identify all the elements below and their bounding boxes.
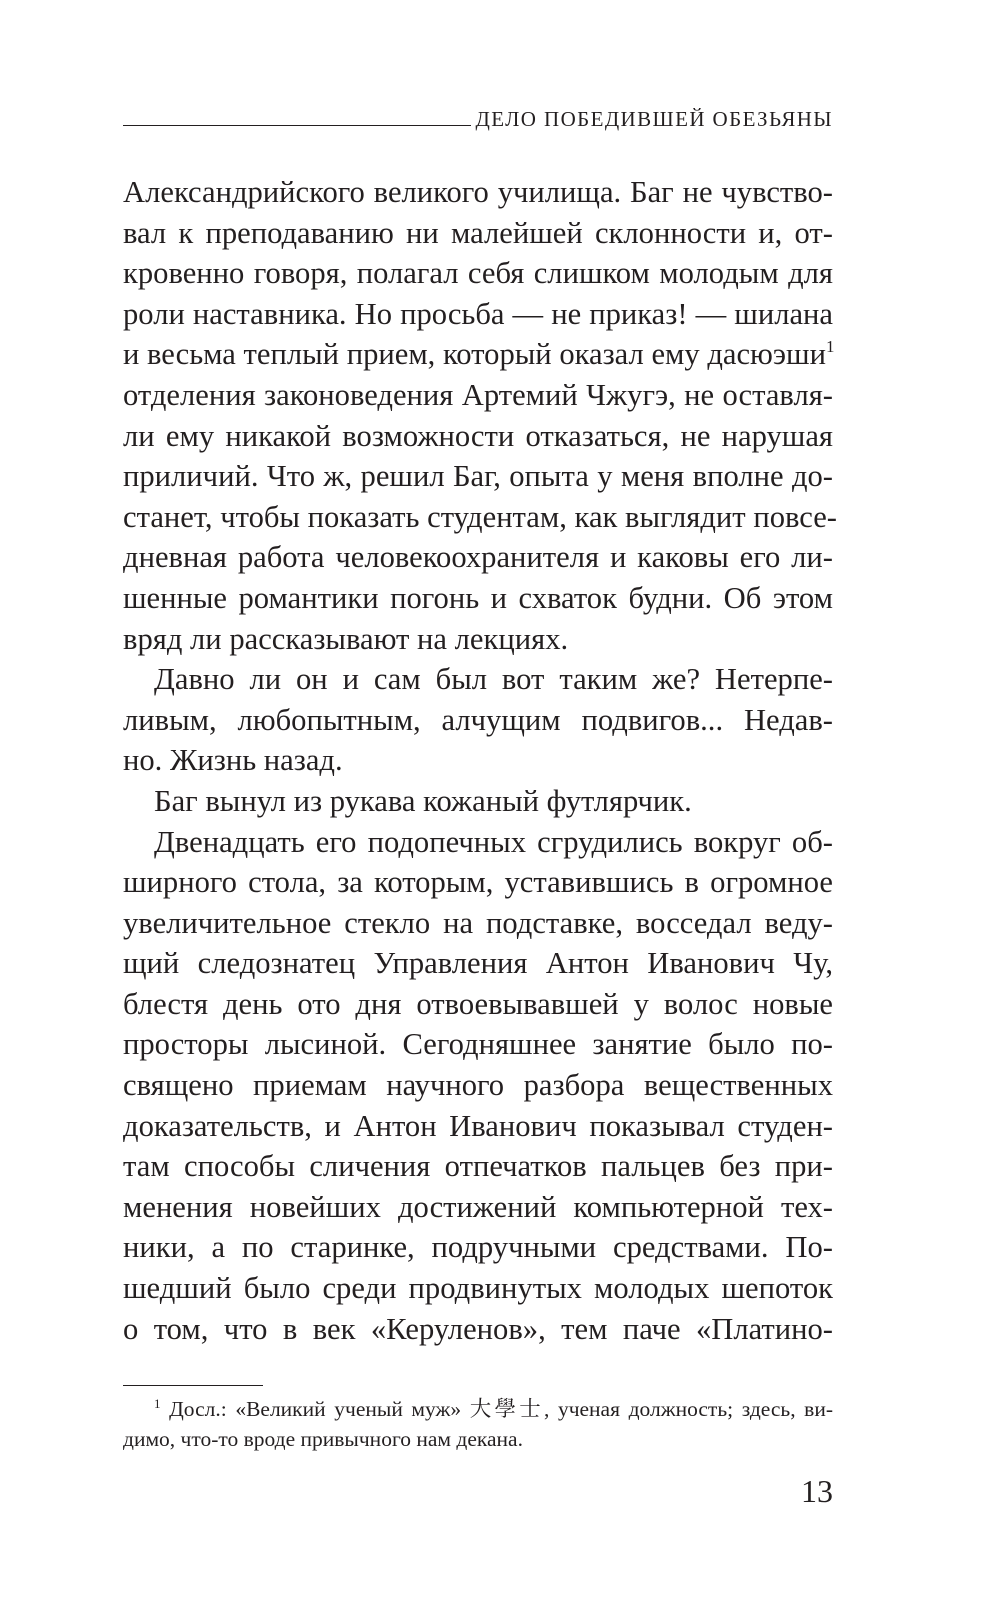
footnote-line	[123, 1394, 833, 1424]
footnote-rule	[123, 1385, 263, 1386]
running-head: ДЕЛО ПОБЕДИВШЕЙ ОБЕЗЬЯНЫ	[475, 107, 833, 131]
text-line: приличий. Что ж, решил Баг, опыта у меня вполне до-	[123, 459, 833, 494]
footnote-number: 1	[154, 1396, 161, 1411]
text-line: просторы лысиной. Сегодняшнее занятие было по-	[123, 1027, 833, 1062]
text-line: но. Жизнь назад.	[123, 743, 343, 778]
text-line: Баг вынул из рукава кожаный футлярчик.	[154, 783, 692, 818]
text-line: шенные романтики погонь и схваток будни. Об этом	[123, 580, 833, 615]
text-line: вал к преподаванию ни малейшей склонности и, от-	[123, 215, 833, 250]
footnote-reference[interactable]: 1	[825, 337, 835, 357]
page-header	[123, 103, 833, 133]
text-line: Александрийского великого училища. Баг не чувство-	[123, 175, 833, 209]
text-line: менения новейших достижений компьютерной тех-	[123, 1189, 833, 1224]
text-line: там способы сличения отпечатков пальцев без при-	[123, 1149, 833, 1184]
text-line: Двенадцать его подопечных сгрудились вокруг об-	[154, 824, 833, 859]
footnote-text: Досл.: «Великий ученый муж» 大學士, ученая должность; здесь, ви-	[169, 1397, 834, 1421]
header-rule	[123, 125, 471, 126]
text-line: священо приемам научного разбора вещественных	[123, 1068, 833, 1103]
text-line: дневная работа человекоохранителя и каковы его ли-	[123, 540, 833, 575]
text-line: ники, а по старинке, подручными средствами. По-	[123, 1230, 833, 1265]
text-line: вряд ли рассказывают на лекциях.	[123, 621, 569, 656]
body-text	[123, 172, 837, 1349]
text-line: о том, что в век «Керуленов», тем паче «Платино-	[123, 1311, 833, 1346]
text-line: щий следознатец Управления Антон Иванович Чу,	[123, 946, 833, 981]
text-line: шедший было среди продвинутых молодых шепоток	[123, 1271, 833, 1306]
text-line: станет, чтобы показать студентам, как выглядит повсе-	[123, 499, 837, 534]
text-line: увеличительное стекло на подставке, восседал веду-	[123, 905, 833, 940]
footnote-line: димо, что-то вроде привычного нам декана.	[123, 1427, 523, 1451]
text-line: ли ему никакой возможности отказаться, не нарушая	[123, 418, 833, 453]
text-line-with-footnote-ref	[123, 334, 833, 375]
text-line: доказательств, и Антон Иванович показывал студен-	[123, 1108, 833, 1143]
text-line: кровенно говоря, полагал себя слишком молодым для	[123, 256, 833, 291]
text-line: Давно ли он и сам был вот таким же? Нетерпе-	[154, 662, 833, 697]
text-segment: и весьма теплый прием, который оказал ему дасюэши	[123, 337, 826, 372]
text-line: ширного стола, за которым, уставившись в огромное	[123, 865, 833, 900]
text-line: роли наставника. Но просьба — не приказ! — шилана	[123, 296, 833, 331]
page-number: 13	[801, 1473, 833, 1509]
text-line: отделения законоведения Артемий Чжугэ, не оставля-	[123, 377, 833, 412]
text-line: блестя день ото дня отвоевывавшей у волос новые	[123, 986, 833, 1021]
footnote	[123, 1394, 833, 1454]
text-line: ливым, любопытным, алчущим подвигов... Недав-	[123, 702, 833, 737]
